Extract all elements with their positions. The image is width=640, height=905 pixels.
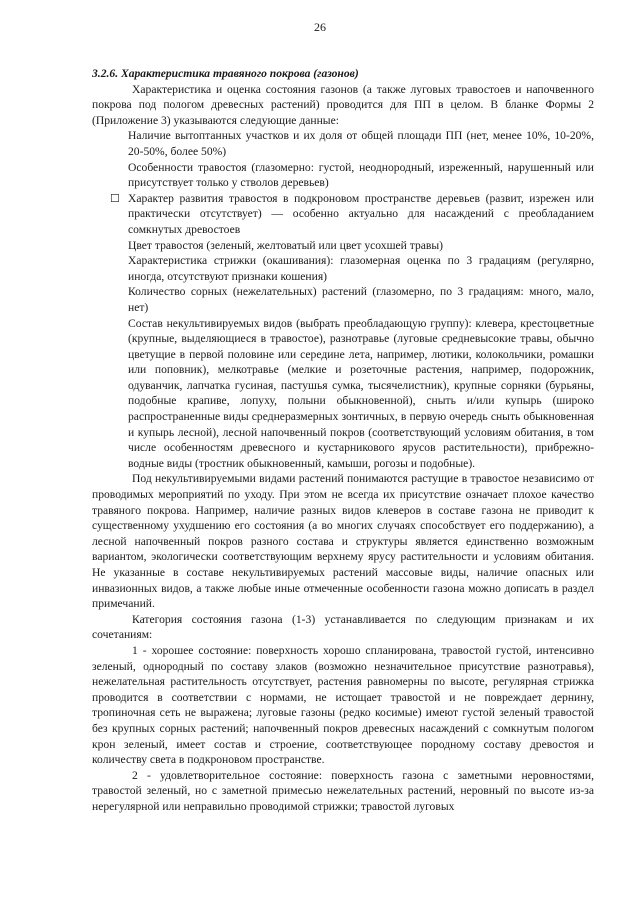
weeds-definition-paragraph: Под некультивируемыми видами растений понимаются растущие в травостое независимо от проводимых мероприятий по уходу. При этом не всегда их присутствие означает плохое качество травяного покрова. Например, наличие разных видов клеверов в составе газона не приводит к существенному ухудшению его состояния (а во многих случаях способствует его поддержанию), а лесной напочвенный покров разного состава и структуры является единственно возможным вариантом, экологически соответствующим верхнему ярусу растительности и условиям обитания. Не указанные в составе некультивируемых растений массовые виды, наличие опасных или инвазионных видов, а также любые иные отмеченные особенности газона можно дописать в раздел примечаний. [92,472,594,611]
good-condition-paragraph: 1 - хорошее состояние: поверхность хорошо спланирована, травостой густой, интенсивно зеленый, однородный по составу злаков (возможно незначительное присутствие разнотравья), нежелательная растительность отсутствует, растения равномерны по высоте, регулярная стрижка проводится в соответствии с нормами, не истощает травостой и не повреждает дернину, тропиночная сеть не выражена; луговые газоны (редко косимые) имеют густой зеленый травостой без крупных сорных растений; напочвенный покров древесных насаждений с сомкнутым пологом крон зеленый, имеет состав и строение, соответствующее породному составу древостоя и количеству света в подкроновом пространстве. [92,643,594,767]
page-number: 26 [314,20,326,34]
intro-paragraph: Характеристика и оценка состояния газонов (а также луговых травостоев и напочвенного покрова под пологом древесных растений) проводится для ПП в целом. В бланке Формы 2 (Приложение 3) указываются следующие данные: [92,82,594,127]
list-item: Состав некультивируемых видов (выбрать преобладающую группу): клевера, крестоцветные (крупные, выделяющиеся в травостое), разнотравье (луговые средневысокие травы, обычно цветущие в первой половине или середине лета, например, лютики, колокольчики, ромашки или поповник), мелкотравье (мелкие и розеточные растения, например, подорожник, одуванчик, лапчатка гусиная, пастушья сумка, тысячелистник), крупные сорняки (бурьяны, подобные крапиве, лопуху, полыни обыкновенной), сныть и/или купырь (широко распространенные виды среднеразмерных зонтичных, в первую очередь сныть обыкновенная и купырь лесной), лесной напочвенный покров (соответствующий условиям обитания, в том числе особенностям древесного и кустарникового ярусов растительности), прибрежно-водные виды (тростник обыкновенный, камыши, рогозы и подобные). [128,316,594,470]
list-item: Количество сорных (нежелательных) растений (глазомерно, по 3 градациям: много, мало, нет) [128,285,594,314]
checkbox-square-icon: ☐ [110,192,120,205]
list-item: ☐ Характер развития травостоя в подкроновом пространстве деревьев (развит, изрежен или практически отсутствует) — особенно актуально для насаждений с преобладанием сомкнутых древостоев [110,191,594,236]
list-item: Цвет травостоя (зеленый, желтоватый или цвет усохшей травы) [128,238,444,252]
page-content [92,66,594,815]
section-title: 3.2.6. Характеристика травяного покрова (газонов) [92,67,359,80]
category-paragraph: Категория состояния газона (1-3) устанавливается по следующим признакам и их сочетаниям: [92,612,594,642]
list-item: Наличие вытоптанных участков и их доля от общей площади ПП (нет, менее 10%, 10-20%, 20-50%, более 50%) [128,129,594,158]
satisfactory-condition-paragraph: 2 - удовлетворительное состояние: поверхность газона с заметными неровностями, травостой зеленый, но с заметной примесью нежелательных растений, неровный по высоте из-за нерегулярной или неправильно проводимой стрижки; травостой луговых [92,768,594,813]
list-item: Характеристика стрижки (окашивания): глазомерная оценка по 3 градациям (регулярно, иногда, отсутствуют признаки кошения) [128,254,594,283]
data-items-list [92,128,594,471]
list-item: Особенности травостоя (глазомерно: густой, неоднородный, изреженный, нарушенный или присутствует только у стволов деревьев) [128,160,594,190]
